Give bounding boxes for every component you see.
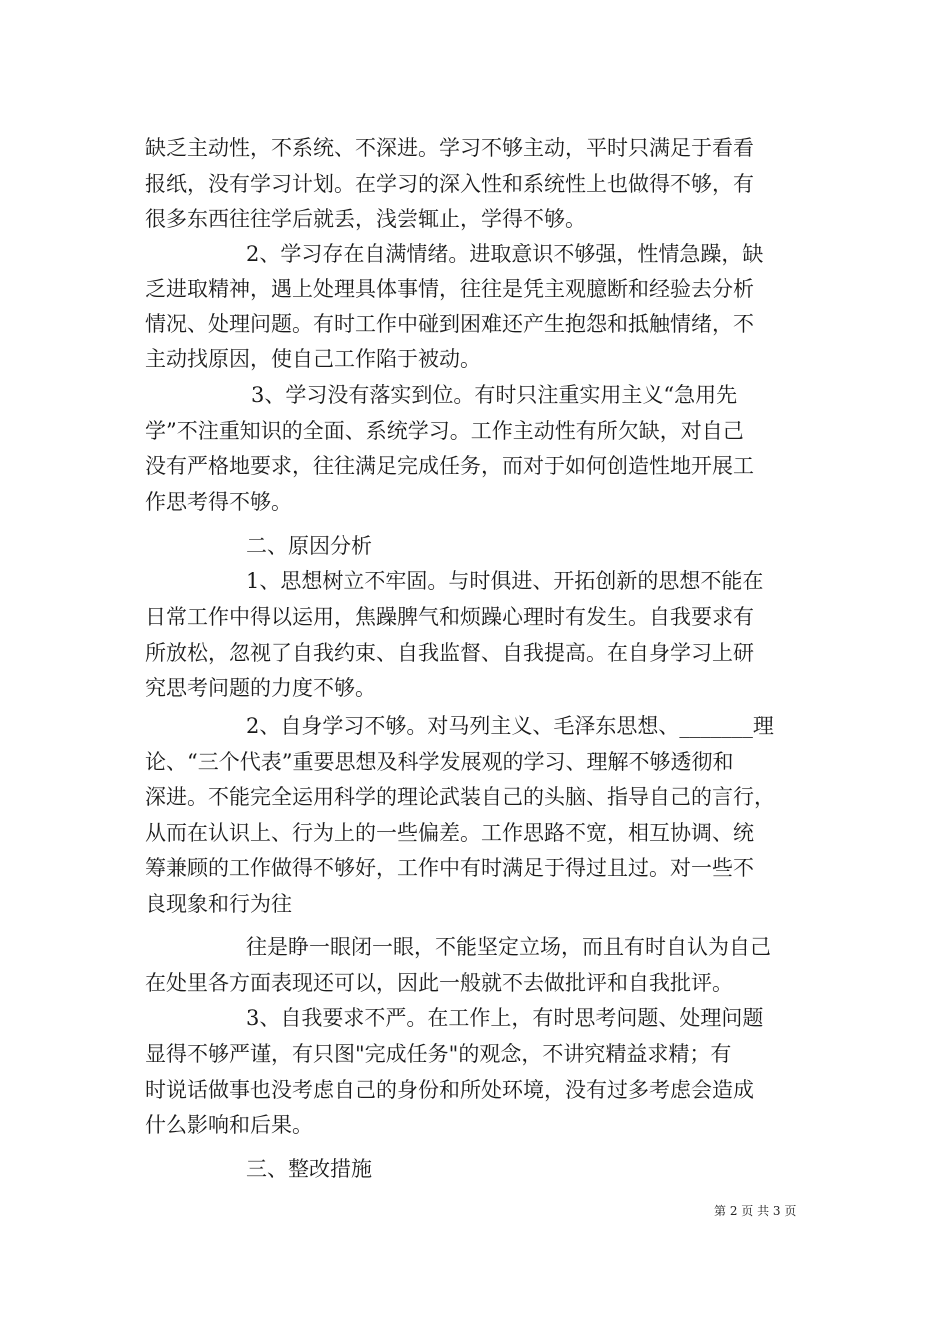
paragraph-line: 时说话做事也没考虑自己的身份和所处环境，没有过多考虑会造成 bbox=[145, 1078, 754, 1102]
paragraph-line: 主动找原因，使自己工作陷于被动。 bbox=[145, 347, 481, 371]
paragraph-line: 乏进取精神，遇上处理具体事情，往往是凭主观臆断和经验去分析 bbox=[145, 277, 754, 301]
paragraph-line: 良现象和行为往 bbox=[145, 892, 292, 916]
paragraph-line: 筹兼顾的工作做得不够好，工作中有时满足于得过且过。对一些不 bbox=[145, 856, 754, 880]
paragraph-line: 情况、处理问题。有时工作中碰到困难还产生抱怨和抵触情绪，不 bbox=[145, 312, 754, 336]
paragraph-line: 2、学习存在自满情绪。进取意识不够强，性情急躁，缺 bbox=[246, 242, 764, 266]
section-heading: 三、整改措施 bbox=[246, 1157, 372, 1181]
paragraph-line: 什么影响和后果。 bbox=[145, 1113, 313, 1137]
paragraph-line: 在处里各方面表现还可以，因此一般就不去做批评和自我批评。 bbox=[145, 971, 733, 995]
section-heading: 二、原因分析 bbox=[246, 534, 372, 558]
paragraph-line: 缺乏主动性，不系统、不深进。学习不够主动，平时只满足于看看 bbox=[145, 136, 754, 160]
paragraph-line: 1、思想树立不牢固。与时俱进、开拓创新的思想不能在 bbox=[246, 569, 764, 593]
paragraph-line: 论、“三个代表”重要思想及科学发展观的学习、理解不够透彻和 bbox=[145, 750, 734, 774]
paragraph-line: 报纸，没有学习计划。在学习的深入性和系统性上也做得不够，有 bbox=[145, 172, 754, 196]
paragraph-line: 显得不够严谨，有只图"完成任务"的观念，不讲究精益求精；有 bbox=[145, 1042, 732, 1066]
paragraph-line: 学”不注重知识的全面、系统学习。工作主动性有所欠缺，对自己 bbox=[145, 419, 744, 443]
paragraph-line: 究思考问题的力度不够。 bbox=[145, 676, 376, 700]
paragraph-line: 所放松，忽视了自我约束、自我监督、自我提高。在自身学习上研 bbox=[145, 641, 754, 665]
page-number: 第 2 页 共 3 页 bbox=[714, 1204, 797, 1218]
paragraph-line: 没有严格地要求，往往满足完成任务，而对于如何创造性地开展工 bbox=[145, 454, 754, 478]
paragraph-line: 从而在认识上、行为上的一些偏差。工作思路不宽，相互协调、统 bbox=[145, 821, 754, 845]
paragraph-line: 日常工作中得以运用，焦躁脾气和烦躁心理时有发生。自我要求有 bbox=[145, 605, 754, 629]
paragraph-line: 3、学习没有落实到位。有时只注重实用主义“急用先 bbox=[251, 383, 738, 407]
paragraph-line: 很多东西往往学后就丢，浅尝辄止，学得不够。 bbox=[145, 207, 586, 231]
paragraph-line: 3、自我要求不严。在工作上，有时思考问题、处理问题 bbox=[246, 1006, 764, 1030]
paragraph-line: 2、自身学习不够。对马列主义、毛泽东思想、_______理 bbox=[246, 714, 774, 738]
paragraph-line: 作思考得不够。 bbox=[145, 490, 292, 514]
paragraph-line: 往是睁一眼闭一眼，不能坚定立场，而且有时自认为自己 bbox=[246, 935, 771, 959]
paragraph-line: 深进。不能完全运用科学的理论武装自己的头脑、指导自己的言行， bbox=[145, 785, 775, 809]
